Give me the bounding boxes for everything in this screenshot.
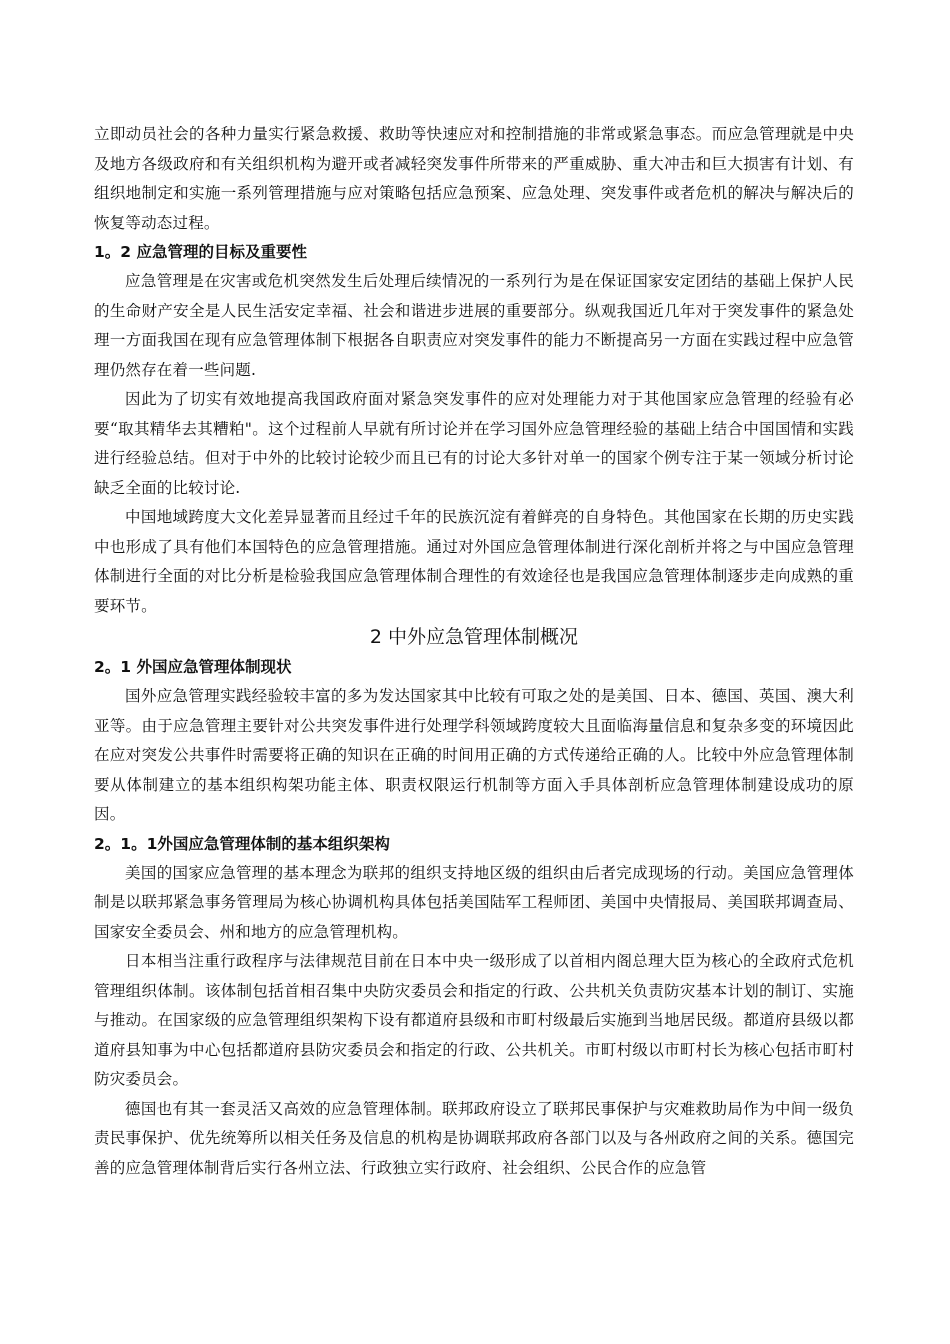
body-paragraph: 应急管理是在灾害或危机突然发生后处理后续情况的一系列行为是在保证国家安定团结的基础上保护人民的生命财产安全是人民生活安定幸福、社会和谐进步进展的重要部分。纵观我国近几年对于突发事件的紧急处理一方面我国在现有应急管理体制下根据各自职责应对突发事件的能力不断提高另一方面在实践过程中应急管理仍然存在着一些问题. — [94, 272, 854, 379]
body-paragraph: 德国也有其一套灵活又高效的应急管理体制。联邦政府设立了联邦民事保护与灾难救助局作为中间一级负责民事保护、优先统筹所以相关任务及信息的机构是协调联邦政府各部门以及与各州政府之间的关系。德国完善的应急管理体制背后实行各州立法、行政独立实行政府、社会组织、公民合作的应急管 — [94, 1099, 854, 1177]
body-paragraph: 立即动员社会的各种力量实行紧急救援、救助等快速应对和控制措施的非常或紧急事态。而应急管理就是中央及地方各级政府和有关组织机构为避开或者减轻突发事件所带来的严重威胁、重大冲击和巨大损害有计划、有组织地制定和实施一系列管理措施与应对策略包括应急预案、应急处理、突发事件或者危机的解决与解决后的恢复等动态过程。 — [94, 125, 854, 232]
section-heading-2-1-1: 2。1。1外国应急管理体制的基本组织架构 — [94, 834, 390, 853]
section-heading-1-2: 1。2 应急管理的目标及重要性 — [94, 243, 307, 261]
body-paragraph: 日本相当注重行政程序与法律规范目前在日本中央一级形成了以首相内阁总理大臣为核心的全政府式危机管理组织体制。该体制包括首相召集中央防灾委员会和指定的行政、公共机关负责防灾基本计划的制订、实施与推动。在国家级的应急管理组织架构下设有都道府县级和市町村级最后实施到当地居民级。都道府县级以都道府县知事为中心包括都道府县防灾委员会和指定的行政、公共机关。市町村级以市町村长为核心包括市町村防灾委员会。 — [94, 952, 854, 1088]
body-paragraph: 中国地域跨度大文化差异显著而且经过千年的民族沉淀有着鲜亮的自身特色。其他国家在长期的历史实践中也形成了具有他们本国特色的应急管理措施。通过对外国应急管理体制进行深化剖析并将之与中国应急管理体制进行全面的对比分析是检验我国应急管理体制合理性的有效途径也是我国应急管理体制逐步走向成熟的重要环节。 — [94, 508, 854, 615]
section-heading-2-1: 2。1 外国应急管理体制现状 — [94, 658, 292, 676]
chapter-heading-2: 2 中外应急管理体制概况 — [369, 626, 579, 648]
body-paragraph: 国外应急管理实践经验较丰富的多为发达国家其中比较有可取之处的是美国、日本、德国、英国、澳大利亚等。由于应急管理主要针对公共突发事件进行处理学科领域跨度较大且面临海量信息和复杂多变的环境因此在应对突发公共事件时需要将正确的知识在正确的时间用正确的方式传递给正确的人。比较中外应急管理体制要从体制建立的基本组织构架功能主体、职责权限运行机制等方面入手具体剖析应急管理体制建设成功的原因。 — [94, 687, 854, 823]
body-paragraph: 因此为了切实有效地提高我国政府面对紧急突发事件的应对处理能力对于其他国家应急管理的经验有必要“取其精华去其糟粕"。这个过程前人早就有所讨论并在学习国外应急管理经验的基础上结合中国国情和实践进行经验总结。但对于中外的比较讨论较少而且已有的讨论大多针对单一的国家个例专注于某一领域分析讨论缺乏全面的比较讨论. — [94, 390, 854, 497]
body-paragraph: 美国的国家应急管理的基本理念为联邦的组织支持地区级的组织由后者完成现场的行动。美国应急管理体制是以联邦紧急事务管理局为核心协调机构具体包括美国陆军工程师团、美国中央情报局、美国联邦调查局、国家安全委员会、州和地方的应急管理机构。 — [94, 863, 854, 941]
